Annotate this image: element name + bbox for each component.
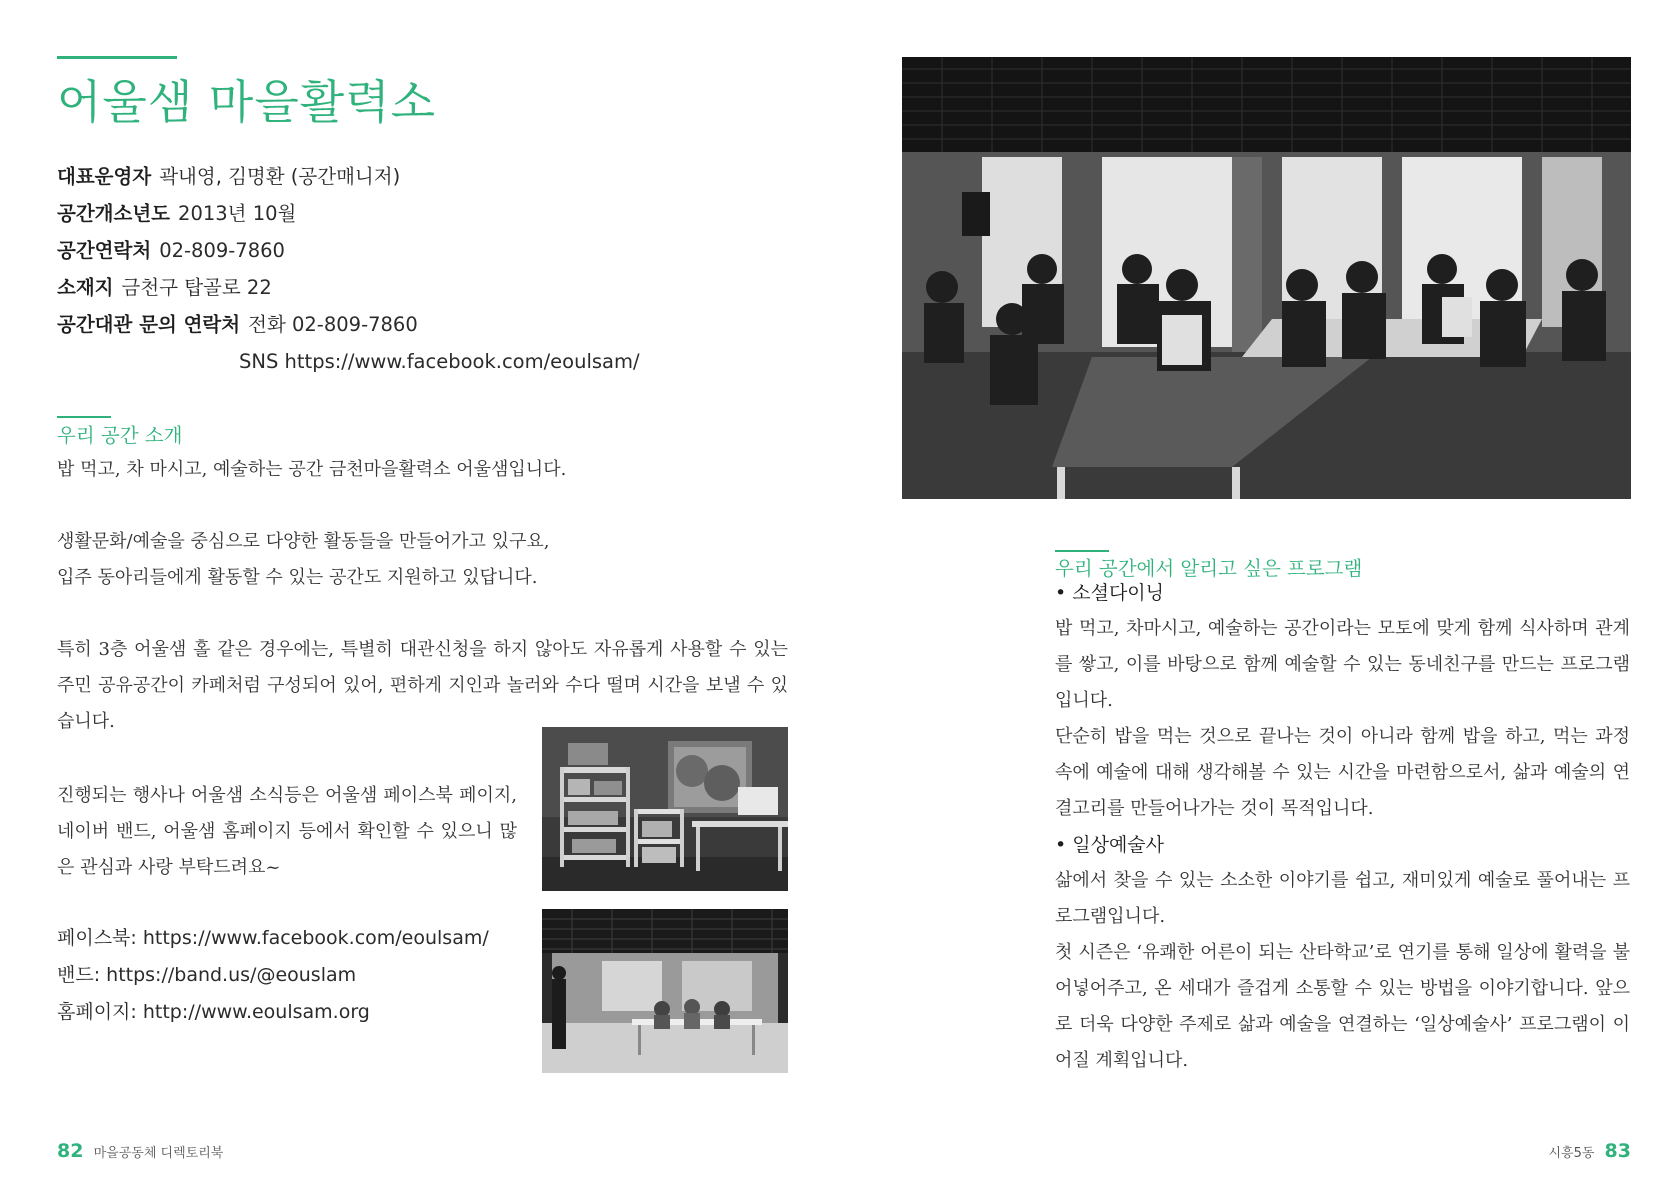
homepage-link[interactable]: 홈페이지: http://www.eoulsam.org (57, 1001, 370, 1023)
facebook-link[interactable]: 페이스북: https://www.facebook.com/eoulsam/ (57, 927, 489, 949)
program-paragraph: 첫 시즌은 ‘유쾌한 어른이 되는 산타학교’로 연기를 통해 일상에 활력을 불어넣어주고, 온 세대가 즐겁게 소통할 수 있는 방법을 이야기합니다. 앞으로 더욱 다양한 주제로 삶과 예술을 연결하는 ‘일상예술사’ 프로그램이 이어질 계획입니다. (1055, 942, 1630, 1071)
page-number: 83 (1604, 1140, 1631, 1162)
info-value: 금천구 탑골로 22 (121, 276, 272, 299)
program-social-dining-title: • 소셜다이닝 (1055, 582, 1165, 604)
intro-paragraph-3: 특히 3층 어울샘 홀 같은 경우에는, 특별히 대관신청을 하지 않아도 자유롭게 사용할 수 있는 주민 공유공간이 카페처럼 구성되어 있어, 편하게 지인과 놀러와 수다 떨며 시간을 보낼 수 있습니다. (57, 639, 788, 732)
info-label: 공간대관 문의 연락처 (57, 313, 241, 336)
book-title: 마을공동체 디렉토리북 (93, 1146, 224, 1161)
program-paragraph: 삶에서 찾을 수 있는 소소한 이야기를 쉽고, 재미있게 예술로 풀어내는 프로그램입니다. (1055, 870, 1630, 927)
info-row-address (57, 269, 640, 306)
link-list (57, 920, 489, 1031)
left-footer (57, 1140, 223, 1162)
cafe-hall-illustration (542, 909, 788, 1073)
info-value: 02-809-7860 (159, 239, 285, 262)
intro-paragraph-1: 밥 먹고, 차 마시고, 예술하는 공간 금천마을활력소 어울샘입니다. (57, 459, 567, 480)
social-dining-illustration (902, 57, 1631, 499)
program-accent-line (1055, 550, 1109, 552)
shelf-corner-illustration (542, 727, 788, 891)
cafe-hall-photo (542, 909, 788, 1073)
info-value: 2013년 10월 (178, 202, 297, 225)
info-label: 공간개소년도 (57, 202, 171, 225)
intro-heading: 우리 공간 소개 (57, 424, 183, 447)
info-row-contact (57, 232, 640, 269)
program-paragraph: 단순히 밥을 먹는 것으로 끝나는 것이 아니라 함께 밥을 하고, 먹는 과정 속에 예술에 대해 생각해볼 수 있는 시간을 마련함으로서, 삶과 예술의 연결고리를 만들어나가는 것이 목적입니다. (1055, 726, 1630, 819)
info-row-rental-contact (57, 306, 640, 343)
info-label: 대표운영자 (57, 165, 152, 188)
info-label: 공간연락처 (57, 239, 152, 262)
program-paragraph: 밥 먹고, 차마시고, 예술하는 공간이라는 모토에 맞게 함께 식사하며 관계를 쌓고, 이를 바탕으로 함께 예술할 수 있는 동네친구를 만드는 프로그램입니다. (1055, 618, 1630, 711)
band-link[interactable]: 밴드: https://band.us/@eouslam (57, 964, 357, 986)
info-row-opening-year (57, 195, 640, 232)
right-footer (1548, 1140, 1631, 1162)
info-row-operator (57, 158, 640, 195)
info-value: 전화 02-809-7860 (248, 313, 418, 336)
intro-paragraph-4: 진행되는 행사나 어울샘 소식등은 어울샘 페이스북 페이지, 네이버 밴드, 어울샘 홈페이지 등에서 확인할 수 있으니 많은 관심과 사랑 부탁드려요~ (57, 785, 517, 878)
program-daily-art-title: • 일상예술사 (1055, 834, 1165, 856)
intro-paragraph-2: 생활문화/예술을 중심으로 다양한 활동들을 만들어가고 있구요, 입주 동아리들에게 활동할 수 있는 공간도 지원하고 있답니다. (57, 531, 550, 588)
title-accent-line (57, 56, 177, 59)
program-heading: 우리 공간에서 알리고 싶은 프로그램 (1055, 557, 1363, 580)
info-row-sns[interactable]: SNS https://www.facebook.com/eoulsam/ (239, 350, 640, 373)
info-label: 소재지 (57, 276, 114, 299)
page-title: 어울샘 마을활력소 (57, 75, 437, 129)
info-value: 곽내영, 김명환 (공간매니저) (159, 165, 401, 188)
social-dining-photo (902, 57, 1631, 499)
shelf-corner-photo (542, 727, 788, 891)
intro-accent-line (57, 416, 111, 418)
space-info (57, 158, 640, 380)
page-number: 82 (57, 1140, 84, 1162)
district-name: 시흥5동 (1548, 1146, 1595, 1161)
program-list (1055, 575, 1630, 1079)
